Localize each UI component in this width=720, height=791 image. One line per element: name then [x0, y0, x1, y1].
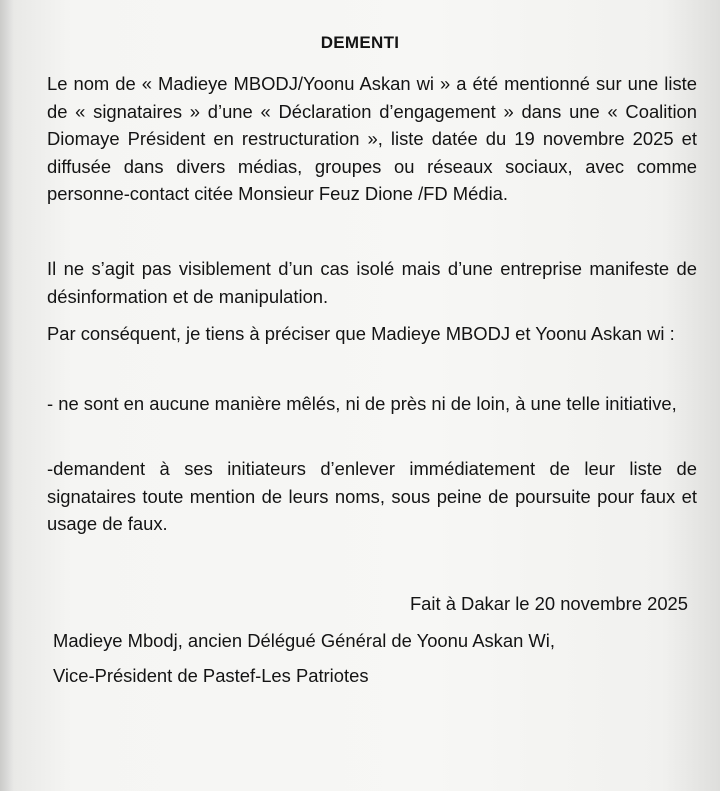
paragraph-point-not-involved: - ne sont en aucune manière mêlés, ni de près ni de loin, à une telle initiative,	[47, 393, 677, 414]
signature-role-line: Vice-Président de Pastef-Les Patriotes	[53, 665, 369, 686]
signature-name-line: Madieye Mbodj, ancien Délégué Général de Yoonu Askan Wi,	[53, 630, 555, 651]
paragraph-point-removal-request: -demandent à ses initiateurs d’enlever immédiatement de leur liste de signataires toute mention de leurs noms, sous peine de poursuite pour faux et usage de faux.	[47, 458, 697, 534]
page-edge-shadow	[0, 0, 14, 791]
paragraph-consequence: Par conséquent, je tiens à préciser que Madieye MBODJ et Yoonu Askan wi :	[47, 323, 675, 344]
document-title: DEMENTI	[320, 33, 400, 52]
paragraph-disinformation: Il ne s’agit pas visiblement d’un cas isolé mais d’une entreprise manifeste de désinformation et de manipulation.	[47, 258, 697, 307]
paragraph-statement: Le nom de « Madieye MBODJ/Yoonu Askan wi » a été mentionné sur une liste de « signataires » d’une « Déclaration d’engagement » dans une « Coalition Diomaye Président en restructuration », liste datée du 19 novembre 2025 et diffusée dans divers médias, groupes ou réseaux sociaux, avec comme personne-contact citée Monsieur Feuz Dione /FD Média.	[47, 73, 697, 204]
place-date-line: Fait à Dakar le 20 novembre 2025	[409, 593, 688, 614]
